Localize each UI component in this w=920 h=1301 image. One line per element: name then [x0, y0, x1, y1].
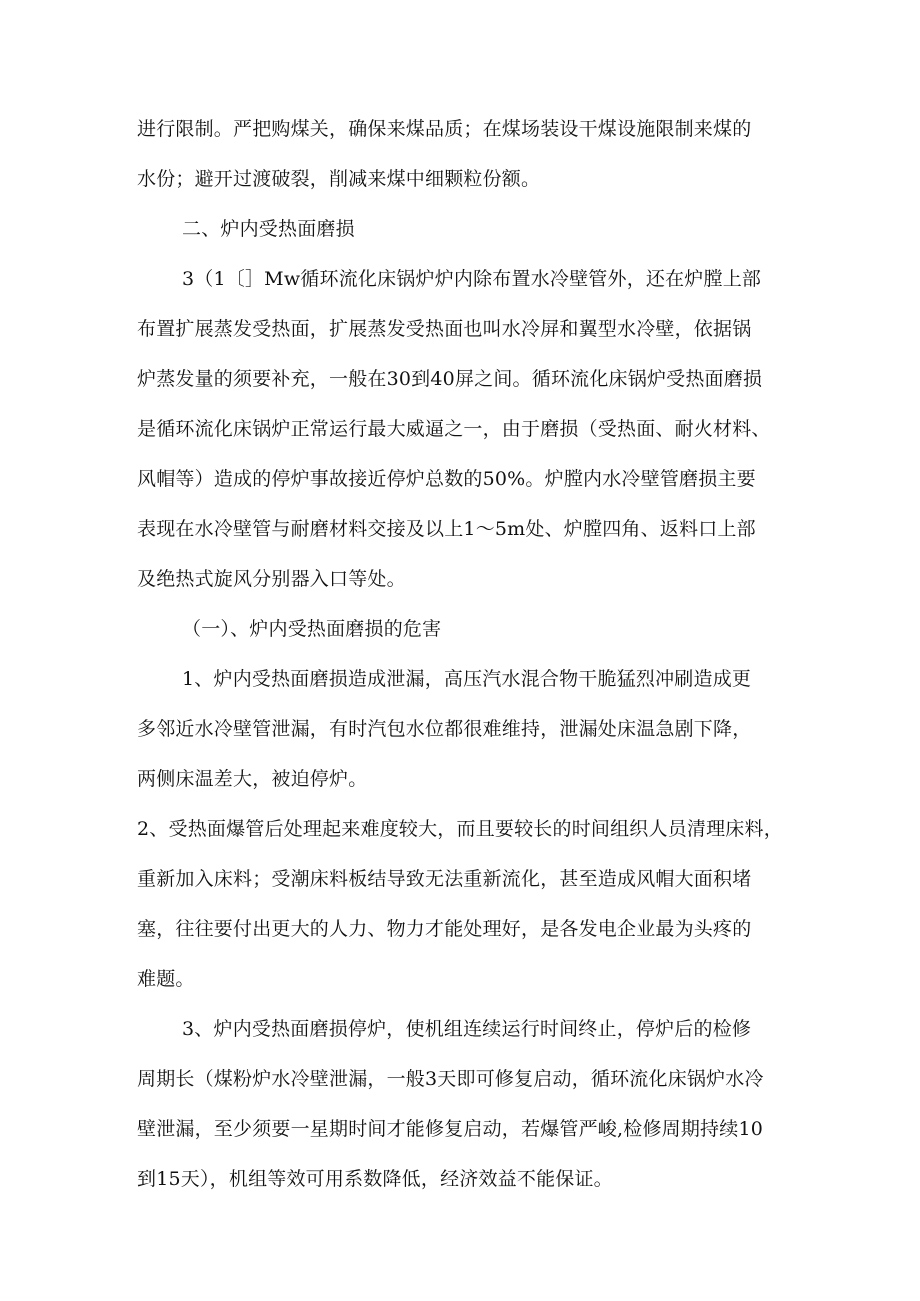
item-3-line-3: 壁泄漏，至少须要一星期时间才能修复启动，若爆管严峻,检修周期持续10: [137, 1118, 764, 1140]
paragraph-1-line-2: 水份；避开过渡破裂，削减来煤中细颗粒份额。: [137, 168, 541, 190]
item-3-line-4: 到15天），机组等效可用系数降低，经济效益不能保证。: [137, 1168, 613, 1190]
paragraph-1-line-1: 进行限制。严把购煤关，确保来煤品质；在煤场装设干煤设施限制来煤的: [137, 118, 752, 140]
item-2-line-4: 难题。: [137, 968, 195, 990]
item-1-line-1: 1、炉内受热面磨损造成泄漏，高压汽水混合物干脆猛烈冲刷造成更: [182, 668, 752, 690]
paragraph-2-line-3: 炉蒸发量的须要补充，一般在30到40屏之间。循环流化床锅炉受热面磨损: [137, 368, 763, 390]
item-1-line-3: 两侧床温差大，被迫停炉。: [137, 768, 368, 790]
paragraph-2-line-5: 风帽等）造成的停炉事故接近停炉总数的50%。炉膛内水冷壁管磨损主要: [137, 468, 756, 490]
subsection-heading: （一）、炉内受热面磨损的危害: [182, 618, 442, 640]
paragraph-2-line-1: 3（1〔］Mw循环流化床锅炉炉内除布置水冷壁管外，还在炉膛上部: [182, 268, 762, 290]
paragraph-2-line-6: 表现在水冷壁管与耐磨材料交接及以上1～5m处、炉膛四角、返料口上部: [137, 518, 756, 540]
item-2-line-2: 重新加入床料；受潮床料板结导致无法重新流化，甚至造成风帽大面积堵: [137, 868, 752, 890]
item-3-line-2: 周期长（煤粉炉水冷壁泄漏，一般3天即可修复启动，循环流化床锅炉水冷: [137, 1068, 764, 1090]
paragraph-2-line-4: 是循环流化床锅炉正常运行最大威逼之一，由于磨损（受热面、耐火材料、: [137, 418, 771, 440]
item-3-line-1: 3、炉内受热面磨损停炉，使机组连续运行时间终止，停炉后的检修: [182, 1018, 752, 1040]
item-2-line-1: 2、受热面爆管后处理起来难度较大，而且要较长的时间组织人员清理床料，: [137, 818, 783, 840]
paragraph-2-line-7: 及绝热式旋风分别器入口等处。: [137, 568, 406, 590]
paragraph-2-line-2: 布置扩展蒸发受热面，扩展蒸发受热面也叫水冷屏和翼型水冷壁，依据锅: [137, 318, 752, 340]
item-1-line-2: 多邻近水冷壁管泄漏，有时汽包水位都很难维持，泄漏处床温急剧下降，: [137, 718, 752, 740]
section-heading: 二、炉内受热面磨损: [182, 218, 355, 240]
item-2-line-3: 塞，往往要付出更大的人力、物力才能处理好，是各发电企业最为头疼的: [137, 918, 752, 940]
